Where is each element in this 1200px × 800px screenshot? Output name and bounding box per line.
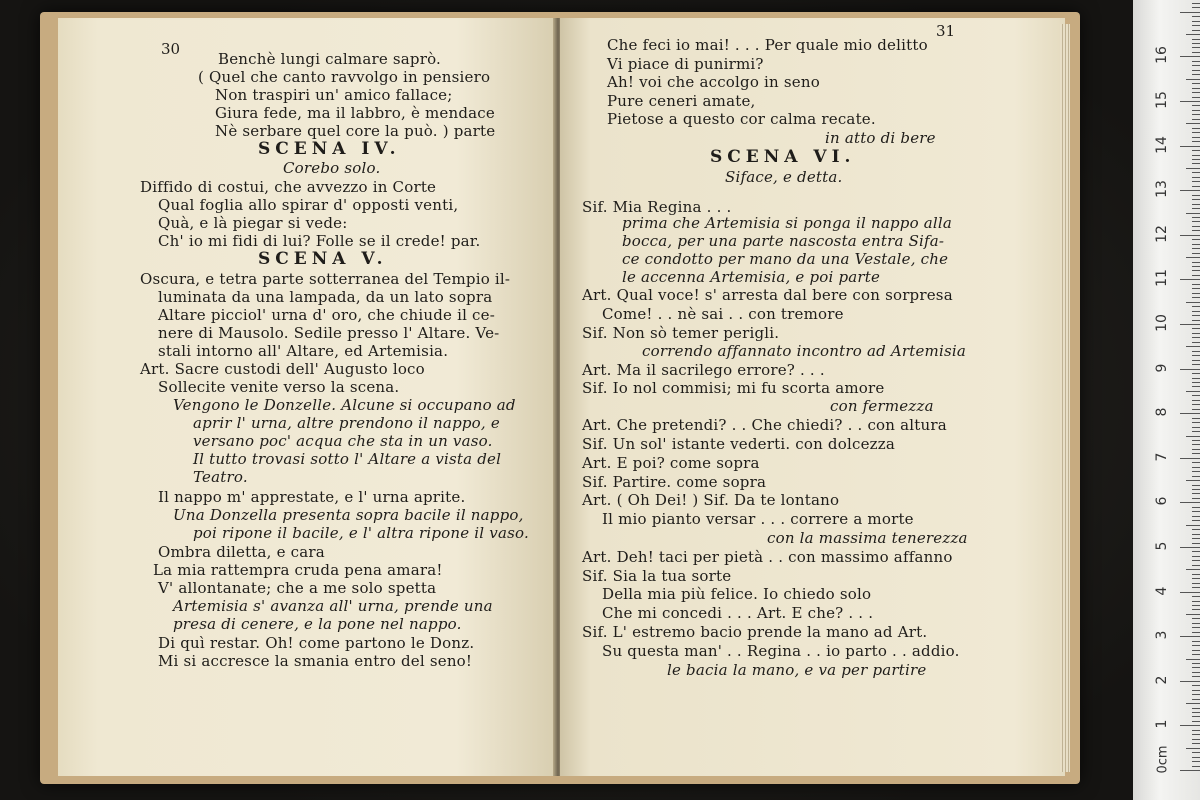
stage-direction: presa di cenere, e la pone nel nappo.: [173, 615, 462, 633]
ruler-tick: [1192, 7, 1200, 8]
ruler-tick: [1186, 436, 1200, 437]
text-line: Benchè lungi calmare saprò.: [218, 50, 442, 68]
ruler-tick: [1192, 355, 1200, 356]
ruler-tick: [1192, 618, 1200, 619]
ruler-tick: [1192, 270, 1200, 271]
ruler-tick: [1186, 302, 1200, 303]
text-line: Ah! voi che accolgo in seno: [607, 73, 820, 91]
text-line: Mi si accresce la smania entro del seno!: [158, 652, 473, 670]
stage-direction: bocca, per una parte nascosta entra Sifa-: [622, 232, 945, 250]
ruler-tick: [1186, 748, 1200, 749]
stage-direction: Corebo solo.: [283, 159, 381, 177]
ruler-tick: [1180, 324, 1200, 325]
ruler-tick: [1192, 16, 1200, 17]
ruler-tick: [1192, 685, 1200, 686]
ruler-tick: [1192, 382, 1200, 383]
ruler-tick: [1192, 596, 1200, 597]
measuring-ruler: [1133, 0, 1200, 800]
text-line: Art. Qual voce! s' arresta dal bere con sorpresa: [582, 286, 953, 304]
ruler-tick: [1192, 288, 1200, 289]
ruler-tick: [1192, 520, 1200, 521]
ruler-tick: [1192, 275, 1200, 276]
text-line: Su questa man' . . Regina . . io parto . . addio.: [602, 642, 960, 660]
scene-heading: SCENA VI.: [710, 147, 856, 167]
ruler-tick: [1192, 587, 1200, 588]
ruler-tick: [1192, 364, 1200, 365]
ruler-tick: [1192, 667, 1200, 668]
ruler-tick: [1192, 311, 1200, 312]
ruler-tick: [1192, 97, 1200, 98]
ruler-tick: [1192, 551, 1200, 552]
ruler-number: 15: [1154, 91, 1170, 109]
ruler-tick: [1192, 47, 1200, 48]
text-line: Non traspiri un' amico fallace;: [215, 86, 453, 104]
ruler-tick: [1192, 226, 1200, 227]
ruler-tick: [1186, 257, 1200, 258]
ruler-tick: [1192, 172, 1200, 173]
text-line: Il mio pianto versar . . . correre a morte: [602, 510, 914, 528]
ruler-tick: [1186, 480, 1200, 481]
ruler-tick: [1192, 137, 1200, 138]
ruler-tick: [1192, 328, 1200, 329]
ruler-number: 13: [1154, 180, 1170, 199]
ruler-tick: [1192, 752, 1200, 753]
ruler-tick: [1180, 146, 1200, 147]
text-line: La mia rattempra cruda pena amara!: [153, 561, 443, 579]
ruler-tick: [1192, 676, 1200, 677]
ruler-tick: [1192, 431, 1200, 432]
ruler-tick: [1186, 703, 1200, 704]
ruler-tick: [1192, 208, 1200, 209]
stage-direction: le bacia la mano, e va per partire: [667, 661, 927, 679]
text-line: Sif. L' estremo bacio prende la mano ad Art.: [582, 623, 928, 641]
ruler-tick: [1192, 418, 1200, 419]
ruler-tick: [1192, 132, 1200, 133]
ruler-tick: [1192, 462, 1200, 463]
ruler-tick: [1192, 141, 1200, 142]
ruler-tick: [1192, 262, 1200, 263]
ruler-tick: [1192, 730, 1200, 731]
ruler-tick: [1192, 632, 1200, 633]
ruler-tick: [1192, 734, 1200, 735]
ruler-tick: [1192, 690, 1200, 691]
ruler-tick: [1192, 453, 1200, 454]
ruler-tick: [1192, 623, 1200, 624]
ruler-tick: [1192, 471, 1200, 472]
ruler-tick: [1180, 770, 1200, 771]
text-line: Art. Che pretendi? . . Che chiedi? . . con altura: [582, 416, 947, 434]
text-line: Ombra diletta, e cara: [158, 543, 325, 561]
text-line: Sif. Non sò temer perigli.: [582, 324, 780, 342]
ruler-tick: [1192, 538, 1200, 539]
ruler-tick: [1192, 177, 1200, 178]
ruler-tick: [1192, 70, 1200, 71]
ruler-tick: [1192, 342, 1200, 343]
ruler-tick: [1192, 654, 1200, 655]
text-line: Che feci io mai! . . . Per quale mio delitto: [607, 36, 928, 54]
ruler-tick: [1192, 199, 1200, 200]
stage-direction: versano poc' acqua che sta in un vaso.: [193, 432, 493, 450]
ruler-tick: [1180, 413, 1200, 414]
ruler-tick: [1192, 83, 1200, 84]
ruler-tick: [1192, 476, 1200, 477]
ruler-number: 8: [1154, 407, 1170, 417]
ruler-tick: [1192, 360, 1200, 361]
stage-direction: aprir l' urna, altre prendono il nappo, e: [193, 414, 500, 432]
text-line: Art. Deh! taci per pietà . . con massimo affanno: [582, 548, 953, 566]
ruler-tick: [1192, 284, 1200, 285]
ruler-tick: [1192, 605, 1200, 606]
ruler-tick: [1192, 110, 1200, 111]
ruler-tick: [1192, 114, 1200, 115]
ruler-tick: [1192, 422, 1200, 423]
ruler-tick: [1192, 39, 1200, 40]
ruler-tick: [1192, 88, 1200, 89]
stage-direction: Artemisia s' avanza all' urna, prende una: [173, 597, 493, 615]
ruler-tick: [1192, 204, 1200, 205]
text-line: Che mi concedi . . . Art. E che? . . .: [602, 604, 874, 622]
text-line: nere di Mausolo. Sedile presso l' Altare. Ve-: [158, 324, 500, 342]
ruler-tick: [1192, 150, 1200, 151]
ruler-tick: [1192, 716, 1200, 717]
ruler-tick: [1192, 485, 1200, 486]
ruler-tick: [1192, 217, 1200, 218]
ruler-tick: [1192, 337, 1200, 338]
ruler-tick: [1192, 315, 1200, 316]
scene-heading: SCENA IV.: [258, 139, 401, 159]
right-page: [560, 18, 1065, 776]
text-line: Sif. Un sol' istante vederti. con dolcezza: [582, 435, 895, 453]
left-page: [58, 18, 556, 776]
ruler-tick: [1192, 529, 1200, 530]
ruler-tick: [1192, 92, 1200, 93]
text-line: Art. Sacre custodi dell' Augusto loco: [140, 360, 425, 378]
text-line: V' allontanate; che a me solo spetta: [158, 579, 437, 597]
text-line: Art. E poi? come sopra: [582, 454, 760, 472]
ruler-tick: [1180, 592, 1200, 593]
ruler-tick: [1192, 378, 1200, 379]
ruler-tick: [1180, 547, 1200, 548]
ruler-tick: [1192, 556, 1200, 557]
ruler-tick: [1186, 123, 1200, 124]
ruler-tick: [1180, 101, 1200, 102]
ruler-tick: [1192, 601, 1200, 602]
stage-direction: in atto di bere: [825, 129, 936, 147]
ruler-tick: [1186, 346, 1200, 347]
ruler-tick: [1186, 525, 1200, 526]
ruler-tick: [1192, 30, 1200, 31]
ruler-tick: [1192, 609, 1200, 610]
ruler-tick: [1192, 43, 1200, 44]
left-page-number: 30: [161, 40, 181, 58]
ruler-tick: [1192, 493, 1200, 494]
stage-direction: Teatro.: [193, 468, 248, 486]
ruler-tick: [1192, 650, 1200, 651]
ruler-tick: [1192, 159, 1200, 160]
ruler-tick: [1192, 516, 1200, 517]
ruler-tick: [1192, 297, 1200, 298]
ruler-tick: [1192, 694, 1200, 695]
stage-direction: Vengono le Donzelle. Alcune si occupano ad: [173, 396, 516, 414]
ruler-tick: [1186, 569, 1200, 570]
ruler-tick: [1192, 333, 1200, 334]
ruler-number: 4: [1154, 586, 1170, 596]
right-page-number: 31: [936, 22, 956, 40]
ruler-tick: [1192, 25, 1200, 26]
ruler-tick: [1192, 699, 1200, 700]
ruler-tick: [1186, 659, 1200, 660]
text-line: ( Quel che canto ravvolgo in pensiero: [198, 68, 491, 86]
ruler-number: 5: [1154, 541, 1170, 551]
ruler-tick: [1192, 186, 1200, 187]
ruler-number: 3: [1154, 630, 1170, 640]
ruler-tick: [1192, 386, 1200, 387]
ruler-tick: [1186, 34, 1200, 35]
ruler-number: 6: [1154, 496, 1170, 506]
ruler-tick: [1192, 757, 1200, 758]
ruler-tick: [1192, 61, 1200, 62]
text-line: Il nappo m' apprestate, e l' urna aprite.: [158, 488, 466, 506]
ruler-tick: [1192, 712, 1200, 713]
text-line: Art. ( Oh Dei! ) Sif. Da te lontano: [582, 491, 840, 509]
stage-direction: ce condotto per mano da una Vestale, che: [622, 250, 949, 268]
ruler-tick: [1192, 3, 1200, 4]
text-line: Sif. Mia Regina . . .: [582, 198, 732, 216]
ruler-tick: [1192, 578, 1200, 579]
ruler-tick: [1192, 128, 1200, 129]
ruler-tick: [1192, 627, 1200, 628]
ruler-tick: [1192, 306, 1200, 307]
text-line: Sif. Sia la tua sorte: [582, 567, 732, 585]
stage-direction: le accenna Artemisia, e poi parte: [622, 268, 881, 286]
text-line: Pietose a questo cor calma recate.: [607, 110, 876, 128]
right-page-text: [560, 18, 1065, 776]
stage-direction: Siface, e detta.: [725, 168, 843, 186]
ruler-tick: [1192, 449, 1200, 450]
ruler-tick: [1192, 163, 1200, 164]
ruler-number: 9: [1154, 363, 1170, 373]
ruler-tick: [1180, 458, 1200, 459]
ruler-tick: [1192, 244, 1200, 245]
text-line: Altare picciol' urna d' oro, che chiude il ce-: [158, 306, 495, 324]
ruler-tick: [1192, 708, 1200, 709]
stage-direction: Una Donzella presenta sopra bacile il nappo,: [173, 506, 524, 524]
ruler-number: 1: [1154, 719, 1170, 729]
stage-direction: con fermezza: [830, 397, 934, 415]
text-line: Quà, e là piegar si vede:: [158, 214, 348, 232]
text-line: Sif. Partire. come sopra: [582, 473, 767, 491]
ruler-tick: [1192, 400, 1200, 401]
ruler-tick: [1192, 543, 1200, 544]
ruler-tick: [1192, 507, 1200, 508]
ruler-tick: [1180, 369, 1200, 370]
ruler-tick: [1192, 574, 1200, 575]
ruler-tick: [1192, 672, 1200, 673]
ruler-tick: [1192, 641, 1200, 642]
ruler-tick: [1192, 440, 1200, 441]
ruler-tick: [1192, 565, 1200, 566]
ruler-tick: [1192, 534, 1200, 535]
ruler-tick: [1180, 12, 1200, 13]
ruler-number: 11: [1154, 269, 1170, 288]
ruler-tick: [1192, 52, 1200, 53]
ruler-tick: [1180, 190, 1200, 191]
text-line: Come! . . nè sai . . con tremore: [602, 305, 844, 323]
ruler-tick: [1192, 181, 1200, 182]
ruler-tick: [1192, 498, 1200, 499]
ruler-tick: [1192, 195, 1200, 196]
ruler-tick: [1180, 636, 1200, 637]
ruler-tick: [1192, 373, 1200, 374]
ruler-tick: [1192, 221, 1200, 222]
ruler-tick: [1192, 489, 1200, 490]
ruler-tick: [1192, 266, 1200, 267]
ruler-tick: [1192, 721, 1200, 722]
ruler-tick: [1192, 743, 1200, 744]
text-line: Della mia più felice. Io chiedo solo: [602, 585, 872, 603]
ruler-tick: [1180, 235, 1200, 236]
stage-direction: poi ripone il bacile, e l' altra ripone il vaso.: [193, 524, 529, 542]
text-line: Qual foglia allo spirar d' opposti venti,: [158, 196, 459, 214]
scene-heading: SCENA V.: [258, 249, 388, 269]
ruler-tick: [1192, 583, 1200, 584]
stage-direction: Il tutto trovasi sotto l' Altare a vista del: [193, 450, 502, 468]
ruler-tick: [1192, 427, 1200, 428]
text-line: stali intorno all' Altare, ed Artemisia.: [158, 342, 449, 360]
ruler-number: 12: [1154, 224, 1170, 243]
stage-direction: correndo affannato incontro ad Artemisia: [642, 342, 967, 360]
ruler-tick: [1186, 79, 1200, 80]
text-line: Ch' io mi fidi di lui? Folle se il crede! par.: [158, 232, 481, 250]
ruler-tick: [1192, 395, 1200, 396]
ruler-tick: [1192, 511, 1200, 512]
ruler-tick: [1180, 725, 1200, 726]
text-line: Sollecite venite verso la scena.: [158, 378, 400, 396]
ruler-tick: [1186, 213, 1200, 214]
ruler-tick: [1180, 681, 1200, 682]
ruler-number: 7: [1154, 452, 1170, 462]
ruler-tick: [1192, 253, 1200, 254]
ruler-tick: [1192, 21, 1200, 22]
text-line: Diffido di costui, che avvezzo in Corte: [140, 178, 437, 196]
ruler-tick: [1180, 502, 1200, 503]
ruler-tick: [1192, 409, 1200, 410]
ruler-tick: [1186, 391, 1200, 392]
ruler-tick: [1192, 320, 1200, 321]
ruler-tick: [1192, 239, 1200, 240]
text-line: luminata da una lampada, da un lato sopra: [158, 288, 493, 306]
ruler-tick: [1192, 155, 1200, 156]
page-edge: [1060, 24, 1070, 772]
ruler-number: 10: [1154, 314, 1170, 332]
ruler-tick: [1192, 444, 1200, 445]
ruler-tick: [1192, 248, 1200, 249]
ruler-tick: [1192, 230, 1200, 231]
ruler-unit-label: 0cm: [1155, 745, 1171, 774]
ruler-tick: [1192, 105, 1200, 106]
ruler-tick: [1192, 404, 1200, 405]
ruler-tick: [1186, 614, 1200, 615]
ruler-tick: [1180, 279, 1200, 280]
ruler-tick: [1192, 467, 1200, 468]
ruler-tick: [1192, 560, 1200, 561]
ruler-number: 16: [1154, 46, 1170, 65]
stage-direction: prima che Artemisia si ponga il nappo alla: [622, 214, 953, 232]
text-line: Art. Ma il sacrilego errore? . . .: [582, 361, 825, 379]
ruler-tick: [1192, 119, 1200, 120]
text-line: Nè serbare quel core la può. ) parte: [215, 122, 496, 140]
ruler-number: 2: [1154, 675, 1170, 685]
text-line: Vi piace di punirmi?: [607, 55, 764, 73]
left-page-text: [58, 18, 556, 776]
ruler-tick: [1192, 74, 1200, 75]
text-line: Sif. Io nol commisi; mi fu scorta amore: [582, 379, 885, 397]
ruler-tick: [1180, 56, 1200, 57]
ruler-tick: [1192, 761, 1200, 762]
ruler-tick: [1192, 766, 1200, 767]
text-line: Di quì restar. Oh! come partono le Donz.: [158, 634, 475, 652]
text-line: Pure ceneri amate,: [607, 92, 756, 110]
text-line: Giura fede, ma il labbro, è mendace: [215, 104, 495, 122]
ruler-tick: [1192, 351, 1200, 352]
ruler-tick: [1192, 663, 1200, 664]
ruler-tick: [1192, 739, 1200, 740]
ruler-tick: [1192, 293, 1200, 294]
stage-direction: con la massima tenerezza: [767, 529, 968, 547]
ruler-tick: [1186, 168, 1200, 169]
ruler-tick: [1192, 645, 1200, 646]
ruler-number: 14: [1154, 135, 1170, 154]
text-line: Oscura, e tetra parte sotterranea del Tempio il-: [140, 270, 511, 288]
ruler-tick: [1192, 65, 1200, 66]
